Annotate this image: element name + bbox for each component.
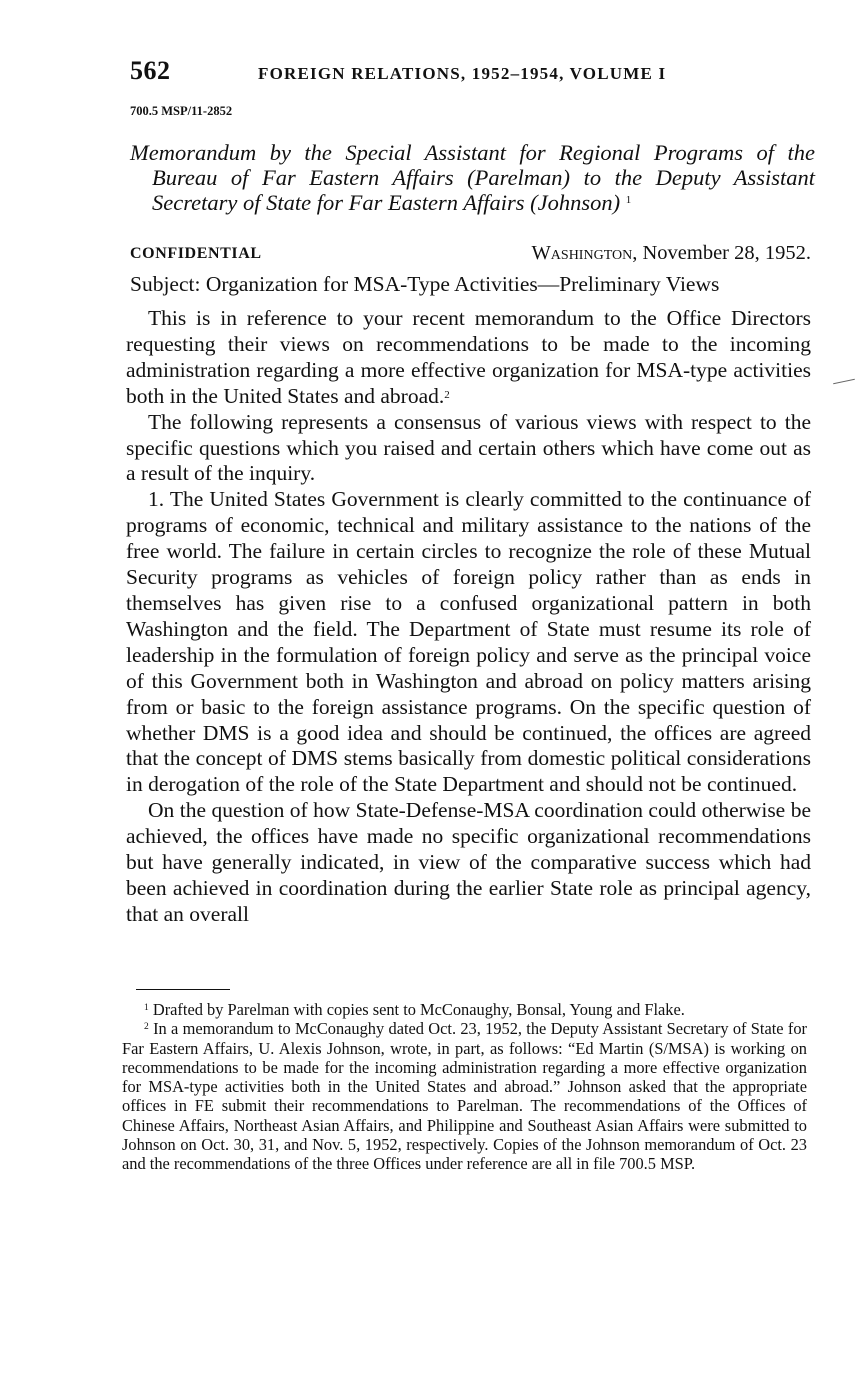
classification-label: CONFIDENTIAL: [130, 245, 262, 262]
memo-body: [126, 306, 811, 928]
footnote-2-text: In a memorandum to McConaughy dated Oct. 23, 1952, the Deputy Assistant Secretary of State for Far Eastern Affairs, U. Alexis Johnson, wrote, in part, as follows: “Ed Martin (S/MSA) is working on recommendations to be made for the incoming administration regarding a more effective organization for MSA-type activities both in the United States and abroad.” Johnson asked that the appropriate offices in FE submit their recommendations to Parelman. The recommendations of the Offices of Chinese Affairs, Northeast Asian Affairs, and Philippine and Southeast Asian Affairs were submitted to Johnson on Oct. 30, 31, and Nov. 5, 1952, respectively. Copies of the Johnson memorandum of Oct. 23 and the recommendations of the three Offices under reference are all in file 700.5 MSP.: [122, 1019, 807, 1174]
body-paragraph-4: On the question of how State-Defense-MSA coordination could otherwise be achieved, the offices have made no specific organizational recommendations but have generally indicated, in view of the comparative success which had been achieved in coordination during the earlier State role as principal agency, that an overall: [126, 798, 811, 926]
margin-pencil-mark: [833, 379, 855, 385]
memo-title-text: Memorandum by the Special Assistant for Regional Programs of the Bureau of Far Eastern Affairs (Parelman) to the Deputy Assistant Secretary of State for Far Eastern Affairs (Johnson): [130, 140, 815, 215]
footnote-ref-1[interactable]: 1: [625, 194, 632, 206]
body-paragraph-3: 1. The United States Government is clearly committed to the continuance of programs of economic, technical and military assistance to the nations of the free world. The failure in certain circles to recognize the role of these Mutual Security programs as vehicles of foreign policy rather than as ends in themselves has given rise to a confused organizational pattern in both Washington and the field. The Department of State must resume its role of leadership in the formulation of foreign policy and serve as the principal voice of this Government both in Washington and abroad on policy matters arising from or basic to the foreign assistance programs. On the specific question of whether DMS is a good idea and should be continued, the offices are agreed that the concept of DMS stems basically from domestic political considerations in derogation of the role of the State Department and should not be continued.: [126, 487, 811, 797]
footnote-2-marker: 2: [144, 1022, 149, 1033]
footnote-1: [122, 1000, 807, 1019]
place: Washington,: [531, 242, 638, 264]
footnote-divider: [136, 989, 230, 990]
footnotes: [122, 1000, 807, 1174]
body-paragraph-2: The following represents a consensus of various views with respect to the specific questions which you raised and certain others which have come out as a result of the inquiry.: [126, 409, 811, 486]
footnote-2: [122, 1019, 807, 1173]
memo-title: [130, 140, 815, 215]
page-number: 562: [130, 56, 171, 85]
place-date: [531, 242, 811, 265]
subject-line: Subject: Organization for MSA-Type Activities—Preliminary Views: [130, 272, 720, 296]
footnote-ref-2[interactable]: 2: [444, 388, 450, 401]
body-paragraph-1-text: This is in reference to your recent memorandum to the Office Directors requesting their views on recommendations to be made to the incoming administration regarding a more effective organization for MSA-type activities both in the United States and abroad.: [126, 306, 811, 408]
date: November 28, 1952.: [642, 242, 811, 264]
running-title: FOREIGN RELATIONS, 1952–1954, VOLUME I: [258, 64, 667, 83]
footnote-1-text: Drafted by Parelman with copies sent to McConaughy, Bonsal, Young and Flake.: [152, 1000, 685, 1019]
body-paragraph-1: [126, 306, 811, 410]
footnote-1-marker: 1: [144, 1003, 149, 1013]
file-reference: 700.5 MSP/11-2852: [130, 104, 233, 118]
